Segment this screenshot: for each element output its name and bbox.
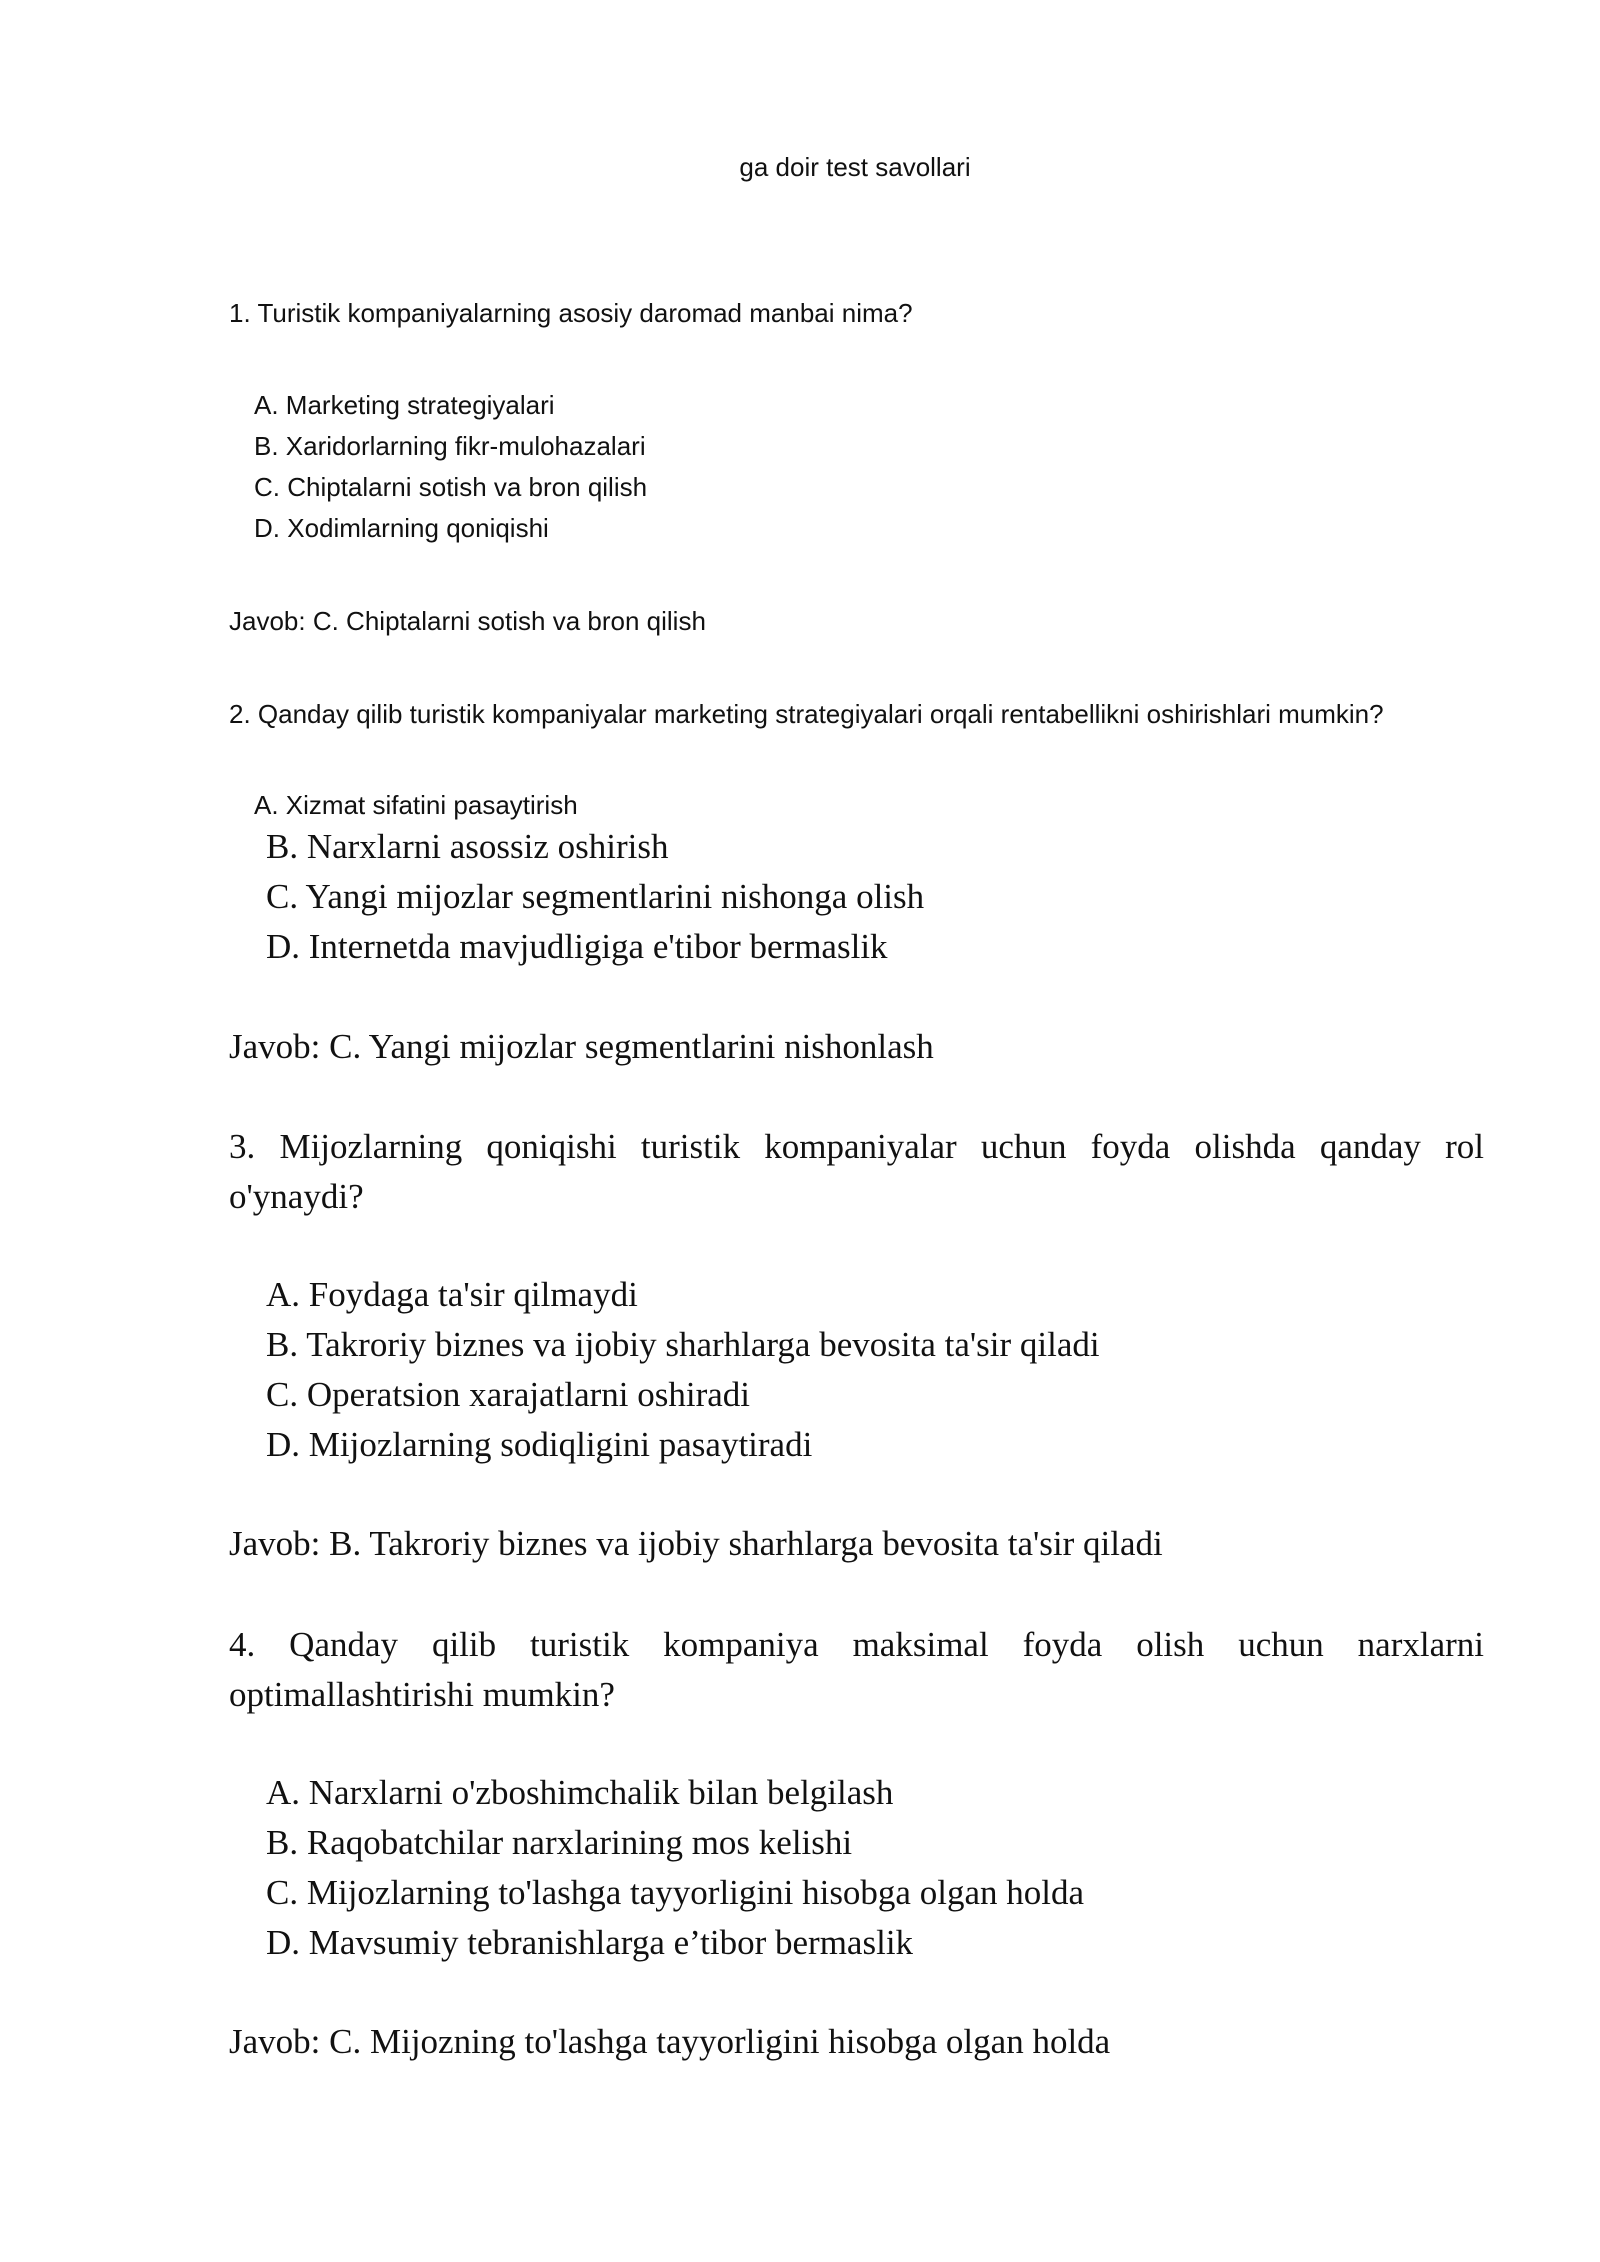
question-2-option-c: C. Yangi mijozlar segmentlarini nishonga olish xyxy=(266,877,925,916)
question-3-text: 3. Mijozlarning qoniqishi turistik kompaniyalar uchun foyda olishda qanday rol o'ynaydi? xyxy=(229,1127,1484,1216)
question-4-answer: Javob: C. Mijozning to'lashga tayyorligini hisobga olgan holda xyxy=(229,2022,1111,2061)
question-1-answer: Javob: C. Chiptalarni sotish va bron qilish xyxy=(229,606,706,636)
question-1-text: 1. Turistik kompaniyalarning asosiy daromad manbai nima? xyxy=(229,298,913,328)
question-4-option-b: B. Raqobatchilar narxlarining mos kelishi xyxy=(266,1823,853,1862)
question-3-option-b: B. Takroriy biznes va ijobiy sharhlarga bevosita ta'sir qiladi xyxy=(266,1325,1100,1364)
question-2-option-d: D. Internetda mavjudligiga e'tibor bermaslik xyxy=(266,927,888,966)
question-4-option-a: A. Narxlarni o'zboshimchalik bilan belgilash xyxy=(266,1773,894,1812)
question-2-option-b: B. Narxlarni asossiz oshirish xyxy=(266,827,669,866)
question-1-option-d: D. Xodimlarning qoniqishi xyxy=(254,513,549,543)
question-1-option-b: B. Xaridorlarning fikr-mulohazalari xyxy=(254,431,646,461)
question-1-option-a: A. Marketing strategiyalari xyxy=(254,390,555,420)
question-4-option-c: C. Mijozlarning to'lashga tayyorligini hisobga olgan holda xyxy=(266,1873,1084,1912)
question-2-option-a: A. Xizmat sifatini pasaytirish xyxy=(254,790,578,820)
question-2-answer: Javob: C. Yangi mijozlar segmentlarini nishonlash xyxy=(229,1027,934,1066)
question-4-option-d: D. Mavsumiy tebranishlarga e’tibor bermaslik xyxy=(266,1923,914,1962)
question-1-option-c: C. Chiptalarni sotish va bron qilish xyxy=(254,472,648,502)
question-2-text: 2. Qanday qilib turistik kompaniyalar marketing strategiyalari orqali rentabellikni oshirishlari mumkin? xyxy=(229,699,1384,729)
document-title: ga doir test savollari xyxy=(739,152,971,182)
question-3-option-d: D. Mijozlarning sodiqligini pasaytiradi xyxy=(266,1425,813,1464)
question-4-text: 4. Qanday qilib turistik kompaniya maksimal foyda olish uchun narxlarni optimallashtirishi mumkin? xyxy=(229,1625,1484,1714)
question-3-option-c: C. Operatsion xarajatlarni oshiradi xyxy=(266,1375,751,1414)
question-3-answer: Javob: B. Takroriy biznes va ijobiy sharhlarga bevosita ta'sir qiladi xyxy=(229,1524,1163,1563)
question-3-option-a: A. Foydaga ta'sir qilmaydi xyxy=(266,1275,638,1314)
